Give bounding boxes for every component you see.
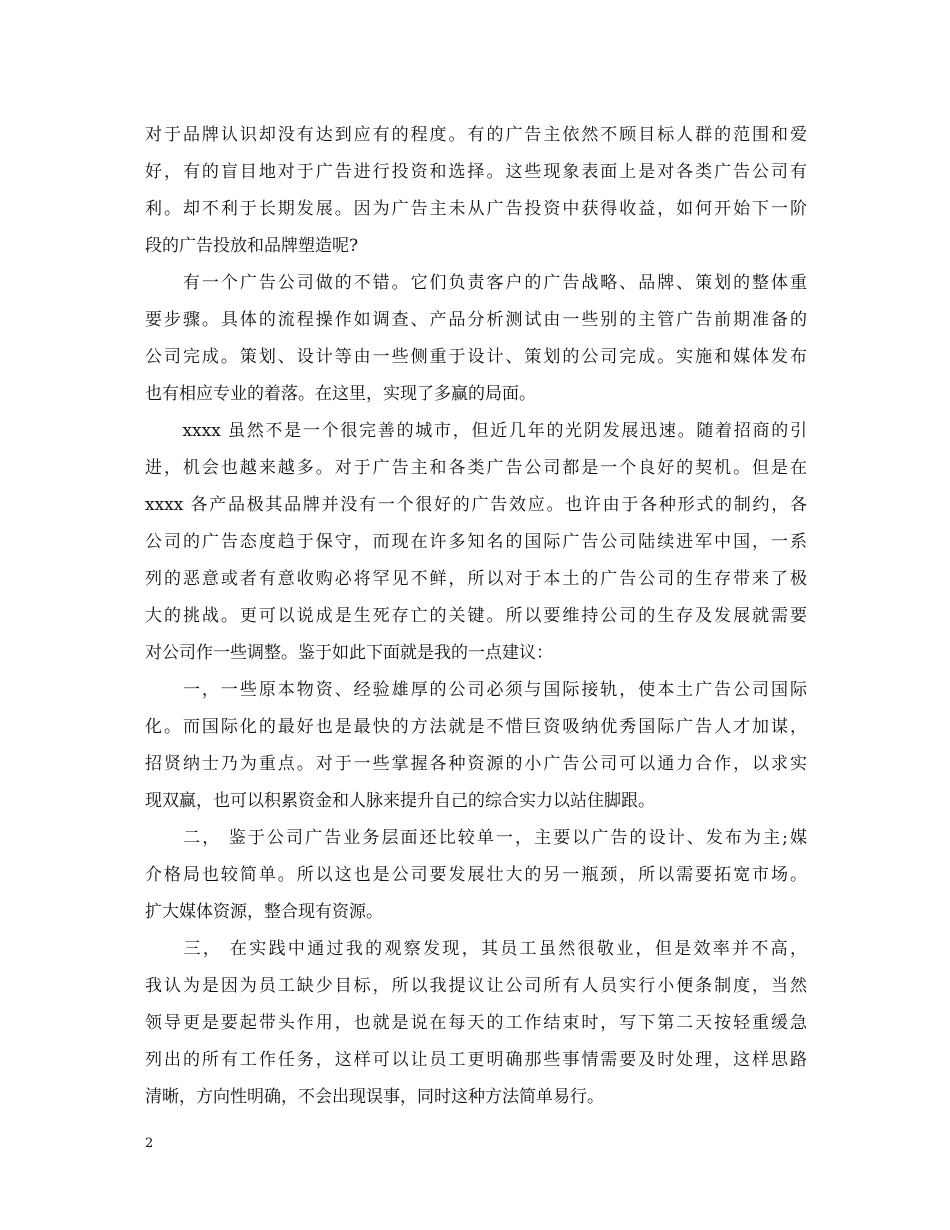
paragraph [145, 117, 807, 265]
paragraph [145, 931, 807, 1116]
text-line: 有一个广告公司做的不错。它们负责客户的广告战略、品牌、策划的整体重 [145, 273, 807, 293]
text-line: 好，有的盲目地对于广告进行投资和选择。这些现象表面上是对各类广告公司有 [145, 162, 807, 182]
text-line: 列出的所有工作任务，这样可以让员工更明确那些事情需要及时处理，这样思路 [145, 1050, 807, 1070]
text-line: 段的广告投放和品牌塑造呢? [145, 236, 359, 256]
text-line: 扩大媒体资源，整合现有资源。 [145, 902, 383, 922]
text-line: 大的挑战。更可以说成是生死存亡的关键。所以要维持公司的生存及发展就需要 [145, 606, 807, 626]
text-line: 领导更是要起带头作用，也就是说在每天的工作结束时，写下第二天按轻重缓急 [145, 1013, 807, 1033]
document-body [145, 117, 807, 1116]
paragraph [145, 672, 807, 820]
text-line: 我认为是因为员工缺少目标，所以我提议让公司所有人员实行小便条制度，当然 [145, 976, 807, 996]
page-number: 2 [145, 1136, 154, 1151]
text-line: 二， 鉴于公司广告业务层面还比较单一，主要以广告的设计、发布为主;媒 [145, 828, 807, 848]
text-line: 也有相应专业的着落。在这里，实现了多赢的局面。 [145, 384, 536, 404]
text-line: 招贤纳士乃为重点。对于一些掌握各种资源的小广告公司可以通力合作，以求实 [145, 754, 807, 774]
text-line: 对于品牌认识却没有达到应有的程度。有的广告主依然不顾目标人群的范围和爱 [145, 125, 807, 145]
text-line: 三， 在实践中通过我的观察发现，其员工虽然很敬业，但是效率并不高， [145, 939, 807, 959]
text-line: 进，机会也越来越多。对于广告主和各类广告公司都是一个良好的契机。但是在 [145, 458, 807, 478]
paragraph [145, 413, 807, 672]
text-line: 一，一些原本物资、经验雄厚的公司必须与国际接轨，使本土广告公司国际 [145, 680, 807, 700]
text-line: xxxx 各产品极其品牌并没有一个很好的广告效应。也许由于各种形式的制约，各 [145, 495, 807, 515]
text-line: 化。而国际化的最好也是最快的方法就是不惜巨资吸纳优秀国际广告人才加谋， [145, 717, 807, 737]
text-line: 要步骤。具体的流程操作如调查、产品分析测试由一些别的主管广告前期准备的 [145, 310, 807, 330]
text-line: 公司完成。策划、设计等由一些侧重于设计、策划的公司完成。实施和媒体发布 [145, 347, 807, 367]
text-line: 现双赢，也可以积累资金和人脉来提升自己的综合实力以站住脚跟。 [145, 791, 655, 811]
text-line: 利。却不利于长期发展。因为广告主未从广告投资中获得收益，如何开始下一阶 [145, 199, 807, 219]
text-line: 介格局也较简单。所以这也是公司要发展壮大的另一瓶颈，所以需要拓宽市场。 [145, 865, 807, 885]
text-line: 公司的广告态度趋于保守，而现在许多知名的国际广告公司陆续进军中国，一系 [145, 532, 807, 552]
text-line: xxxx 虽然不是一个很完善的城市，但近几年的光阴发展迅速。随着招商的引 [145, 421, 807, 441]
text-line: 对公司作一些调整。鉴于如此下面就是我的一点建议： [145, 643, 553, 663]
text-line: 列的恶意或者有意收购必将罕见不鲜，所以对于本土的广告公司的生存带来了极 [145, 569, 807, 589]
paragraph [145, 265, 807, 413]
text-line: 清晰，方向性明确，不会出现误事，同时这种方法简单易行。 [145, 1087, 604, 1107]
paragraph [145, 820, 807, 931]
